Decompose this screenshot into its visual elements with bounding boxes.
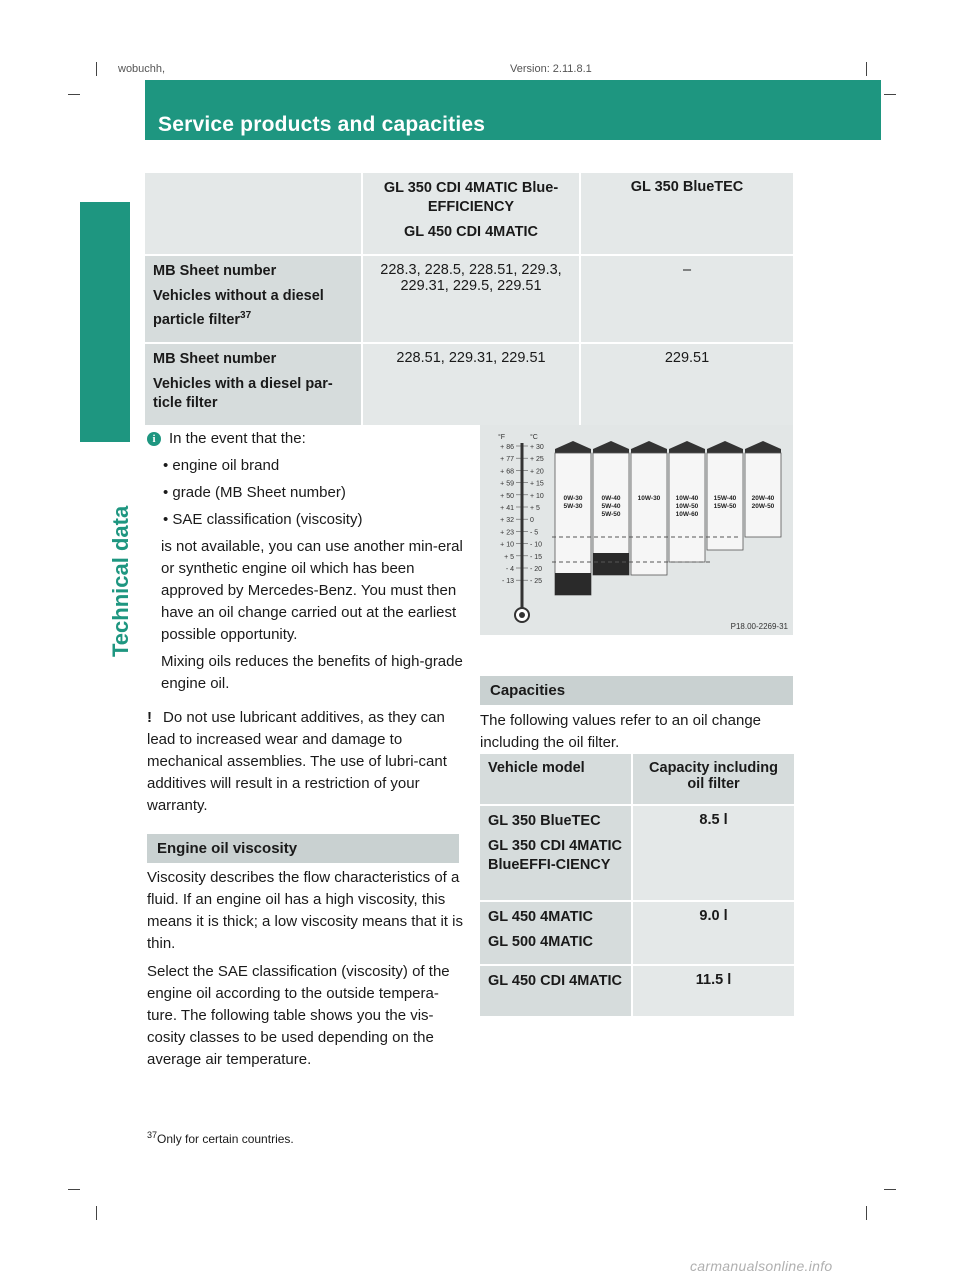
column-cap [669,441,705,449]
grade-label: 10W-30 [637,495,661,502]
watermark: carmanualsonline.info [690,1258,833,1274]
table-cell: 228.51, 229.31, 229.51 [363,344,579,425]
celsius-tick: + 25 [530,456,544,464]
section-heading: Capacities [480,676,793,705]
grade-label: 0W-40 [601,495,621,502]
crop-mark [68,1189,80,1190]
figure-code: P18.00-2269-31 [730,622,788,631]
grade-label: 5W-40 [601,503,621,510]
warning-icon: ! [147,709,152,726]
viscosity-column [555,441,591,595]
warning-note: ! Do not use lubricant additives, as they can lead to increased wear and damage to mechanical assemblies. The use of lubri-cant additives will result in a restriction of your warranty. [147,709,447,814]
grade-label: 0W-30 [563,495,583,502]
section-tab-label: Technical data [108,505,133,657]
column-cap-bar [707,449,743,453]
celsius-tick: + 5 [530,505,540,512]
fahrenheit-tick: + 41 [500,505,514,512]
viscosity-column [593,441,629,575]
table-cell: – [581,256,793,342]
column-cap-bar [593,449,629,453]
grade-label: 10W-40 [675,495,699,502]
column-cap [555,441,591,449]
table-row-label: MB Sheet number Vehicles without a diesel particle filter$^{37}$ [145,256,361,342]
info-paragraph: Mixing oils reduces the benefits of high-grade engine oil. [161,653,463,692]
celsius-tick: - 15 [530,553,543,561]
fahrenheit-tick: + 77 [500,456,514,464]
fahrenheit-tick: + 10 [500,541,514,549]
fahrenheit-tick: + 68 [500,468,514,476]
viscosity-chart [480,425,793,635]
header-divider [143,80,145,140]
table-row-label: MB Sheet number Vehicles with a diesel par- ticle filter [145,344,361,425]
table-header-cell: GL 350 BlueTEC [581,173,793,254]
viscosity-text [147,867,465,1071]
crop-mark [96,62,97,76]
column-cap [745,441,781,449]
fahrenheit-tick: - 13 [501,578,514,586]
table-cell: 229.51 [581,344,793,425]
page-number: 290 [82,113,118,136]
grade-label: 20W-50 [751,503,775,510]
fahrenheit-tick: + 32 [500,517,514,525]
column-cap-bar [631,449,667,453]
grade-label: 15W-50 [713,503,737,510]
table-cell: 8.5 l [633,806,794,900]
fahrenheit-tick: - 4 [505,566,514,573]
fahrenheit-tick: + 23 [500,529,514,537]
viscosity-column [745,441,781,537]
list-item: • grade (MB Sheet number) [163,484,346,501]
column-cap-bar [669,449,705,453]
table-row [480,966,794,1016]
list-item: • SAE classification (viscosity) [163,511,363,528]
grade-label: 5W-50 [601,511,621,518]
table-header-cell: GL 350 CDI 4MATIC Blue- EFFICIENCY GL 450 CDI 4MATIC [363,173,579,254]
crop-mark [866,1206,867,1220]
capacity-table [478,752,796,1018]
fahrenheit-tick: + 86 [500,444,514,451]
column-cap-bar [555,449,591,453]
crop-mark [68,94,80,95]
table-cell: GL 450 4MATIC GL 500 4MATIC [480,902,631,964]
fahrenheit-tick: + 5 [504,553,514,561]
page-title: Service products and capacities [158,113,486,136]
celsius-label: °C [530,434,538,441]
column-low-temp-band [555,573,591,595]
celsius-tick: + 30 [530,444,544,451]
crop-mark [96,1206,97,1220]
footnote-ref: 37 [240,310,252,321]
column-low-temp-band [593,553,629,575]
oil-spec-table [143,171,795,427]
crop-mark [884,94,896,95]
footnote: $^{37}$Only for certain countries. [147,1130,294,1146]
grade-label: 10W-50 [675,503,699,510]
celsius-tick: - 20 [530,566,543,573]
section-tab-block [80,202,130,442]
celsius-tick: + 10 [530,492,544,500]
table-header-cell: Vehicle model [480,754,631,804]
table-cell: GL 450 CDI 4MATIC [480,966,631,1016]
thermometer-bulb-core [519,612,525,618]
info-icon: i [147,432,161,446]
info-paragraph: is not available, you can use another min-eral or synthetic engine oil which has been approved by Mercedes-Benz. You must then have an oil change carried out at the earliest possible opportunity. [161,538,463,643]
table-row [145,256,793,342]
celsius-tick: - 25 [530,578,543,586]
crop-mark [866,62,867,76]
table-row [480,754,794,804]
celsius-tick: 0 [530,517,534,525]
table-row [145,173,793,254]
celsius-tick: - 10 [530,541,543,549]
viscosity-column [631,441,667,575]
table-cell: 228.3, 228.5, 228.51, 229.3, 229.31, 229.5, 229.51 [363,256,579,342]
viscosity-column [707,441,743,550]
column-body [631,453,667,575]
table-row [145,344,793,425]
grade-label: 15W-40 [713,495,737,502]
column-cap-bar [745,449,781,453]
print-info-left: wobuchh, [118,63,166,75]
celsius-tick: + 15 [530,480,544,488]
celsius-tick: + 20 [530,468,544,476]
viscosity-column [669,441,705,562]
column-cap [707,441,743,449]
list-item: • engine oil brand [163,457,280,474]
crop-mark [884,1189,896,1190]
table-cell-empty [145,173,361,254]
table-row [480,806,794,900]
grade-label: 10W-60 [675,511,699,518]
celsius-tick: - 5 [530,529,539,537]
paragraph: Select the SAE classification (viscosity) of the engine oil according to the outside tempera-ture. The following table shows you the vis-cosity classes to be used depending on the average air temperature. [147,963,450,1068]
table-cell: 9.0 l [633,902,794,964]
table-cell: 11.5 l [633,966,794,1016]
section-heading: Engine oil viscosity [147,834,459,863]
grade-label: 20W-40 [751,495,775,502]
column-cap [631,441,667,449]
capacities-intro: The following values refer to an oil change including the oil filter. [480,712,762,751]
info-note: i In the event that the: • engine oil brand • grade (MB Sheet number) • SAE classification (viscosity) is not available, you can use another min-eral or synthetic engine oil which has been approved by Mercedes-Benz. You must then have an oil change carried out at the earliest possible opportunity. Mixing oils reduces the benefits of high-grade engine oil. ! Do not use lubricant additives, as they can lead to increased wear and damage to mechanical assemblies. The use of lubri-cant additives will result in a restriction of your warranty. [147,428,465,817]
print-info-right: Version: 2.11.8.1 [510,63,592,75]
grade-label: 5W-30 [563,503,583,510]
fahrenheit-label: °F [498,434,506,441]
table-row [480,902,794,964]
table-header-cell: Capacity including oil filter [633,754,794,804]
column-cap [593,441,629,449]
fahrenheit-tick: + 59 [500,480,514,488]
fahrenheit-tick: + 50 [500,492,514,500]
table-cell: GL 350 BlueTEC GL 350 CDI 4MATIC BlueEFFI-CIENCY [480,806,631,900]
paragraph: Viscosity describes the flow characteristics of a fluid. If an engine oil has a high viscosity, this means it is thick; a low viscosity means that it is thin. [147,869,463,952]
